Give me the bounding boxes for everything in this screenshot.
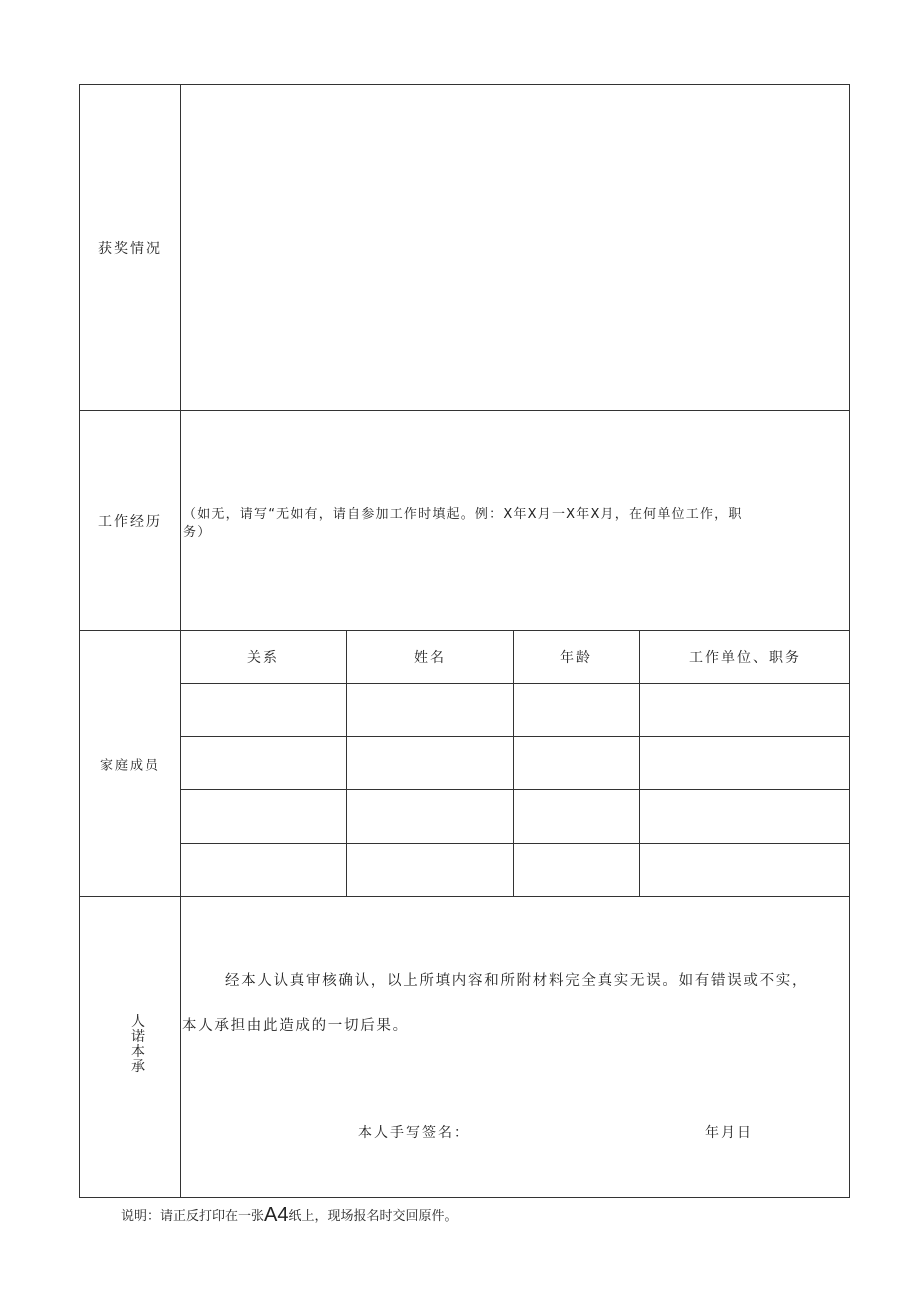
awards-input-area[interactable] bbox=[181, 85, 849, 410]
footnote-suffix: 纸上，现场报名时交回原件。 bbox=[288, 1208, 458, 1223]
family-section-bottom-border bbox=[79, 896, 850, 897]
family-cell-relation[interactable] bbox=[181, 737, 346, 789]
family-cell-name[interactable] bbox=[347, 684, 513, 736]
pledge-label-char: 承 bbox=[131, 1059, 145, 1075]
family-cell-relation[interactable] bbox=[181, 790, 346, 843]
work-history-note-line1: （如无，请写“无如有，请自参加工作时填起。例：X年X月一X年X月，在何单位工作，职 bbox=[183, 507, 743, 522]
family-cell-age[interactable] bbox=[514, 844, 639, 896]
family-cell-relation[interactable] bbox=[181, 684, 346, 736]
family-cell-employer-position[interactable] bbox=[640, 684, 849, 736]
footnote-prefix: 说明：请正反打印在一张 bbox=[121, 1208, 265, 1223]
family-header-employer-position: 工作单位、职务 bbox=[689, 650, 801, 666]
family-cell-age[interactable] bbox=[514, 790, 639, 843]
family-cell-relation[interactable] bbox=[181, 844, 346, 896]
work-section-bottom-border bbox=[79, 630, 850, 631]
family-label: 家庭成员 bbox=[99, 758, 161, 774]
date-label: 年月日 bbox=[705, 1125, 753, 1141]
pledge-label-char: 诺 bbox=[131, 1029, 145, 1045]
pledge-statement-line1: 经本人认真审核确认，以上所填内容和所附材料完全真实无误。如有错误或不实， bbox=[225, 973, 809, 989]
family-cell-employer-position[interactable] bbox=[640, 737, 849, 789]
work-history-label: 工作经历 bbox=[98, 514, 162, 530]
family-cell-employer-position[interactable] bbox=[640, 790, 849, 843]
family-cell-name[interactable] bbox=[347, 790, 513, 843]
footnote bbox=[121, 1203, 458, 1226]
family-cell-name[interactable] bbox=[347, 737, 513, 789]
signature-label: 本人手写签名： bbox=[358, 1125, 470, 1141]
family-header-name: 姓名 bbox=[414, 650, 446, 666]
signature-field[interactable] bbox=[465, 1118, 665, 1142]
pledge-statement-line2: 本人承担由此造成的一切后果。 bbox=[182, 1018, 409, 1034]
footnote-paper-size: A4 bbox=[264, 1204, 289, 1226]
awards-label: 获奖情况 bbox=[98, 241, 162, 257]
pledge-label bbox=[128, 1015, 148, 1075]
family-cell-age[interactable] bbox=[514, 737, 639, 789]
family-cell-age[interactable] bbox=[514, 684, 639, 736]
family-cell-name[interactable] bbox=[347, 844, 513, 896]
pledge-label-char: 本 bbox=[131, 1044, 145, 1060]
family-cell-employer-position[interactable] bbox=[640, 844, 849, 896]
family-header-age: 年龄 bbox=[560, 650, 592, 666]
pledge-label-char: 人 bbox=[131, 1014, 145, 1030]
work-history-note-line2: 务） bbox=[183, 525, 212, 540]
family-header-relation: 关系 bbox=[247, 650, 279, 666]
